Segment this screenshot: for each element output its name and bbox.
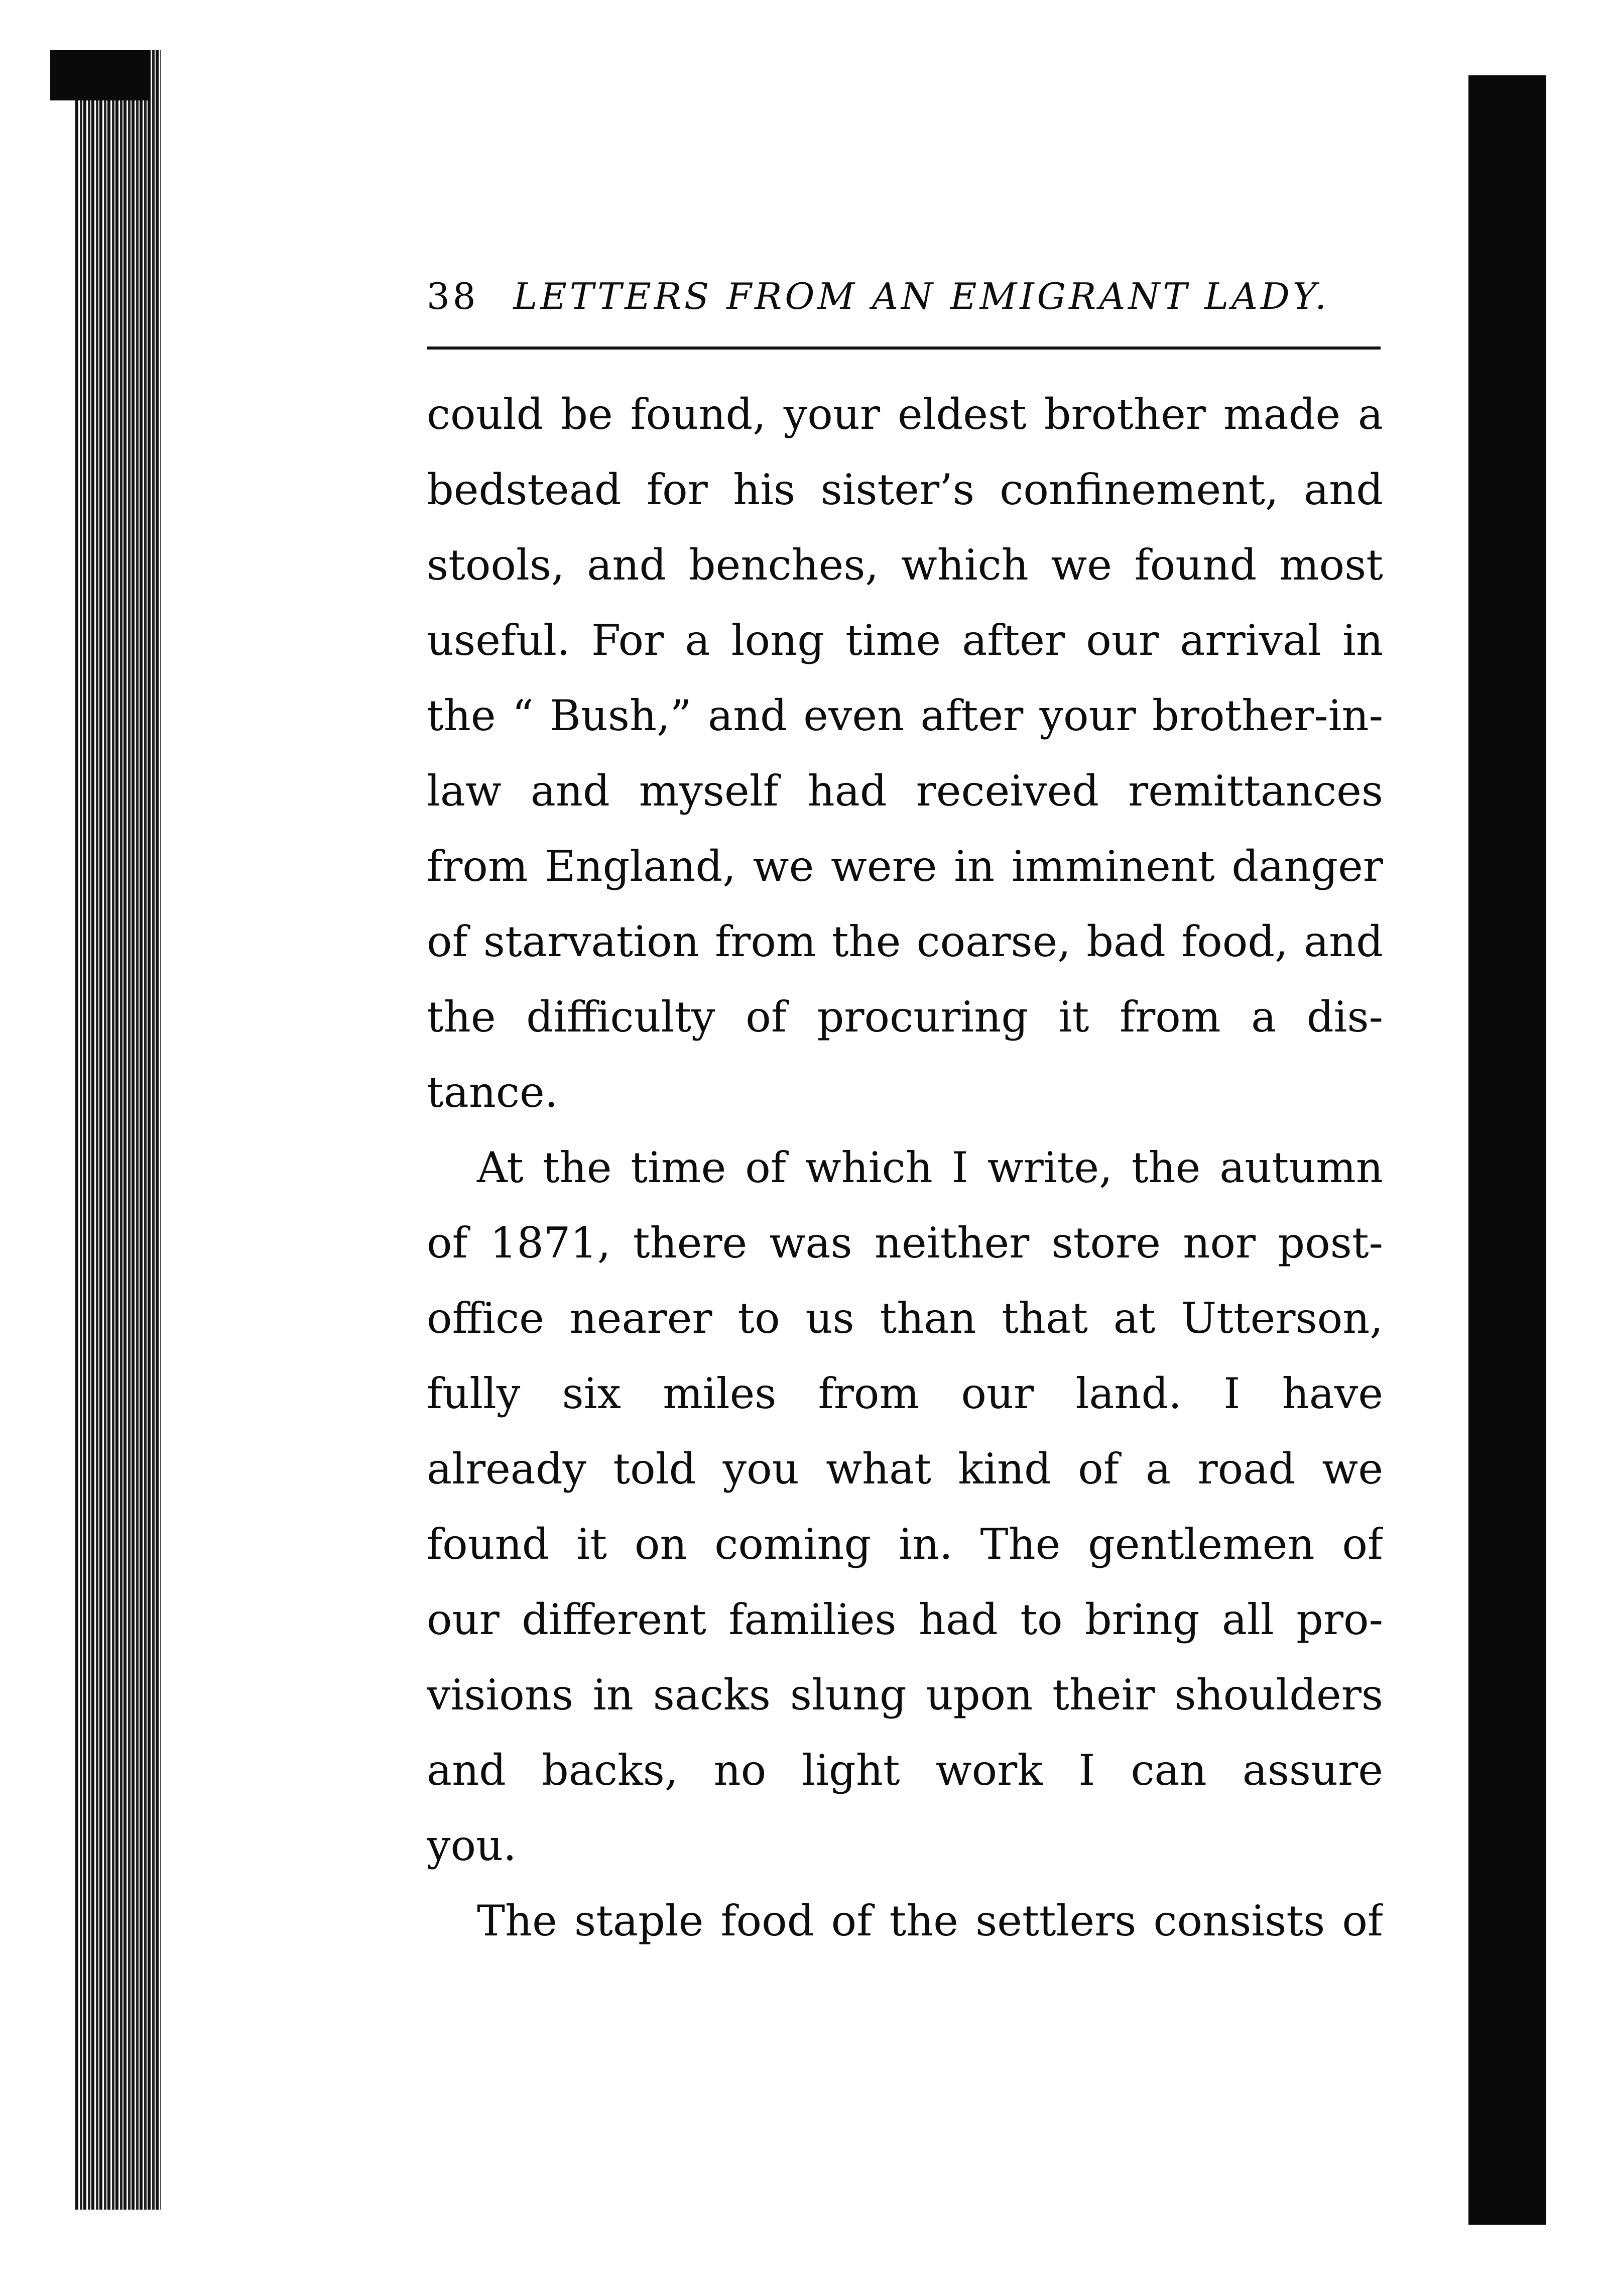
text-line: the “ Bush,” and even after your brother-in-	[427, 691, 1383, 740]
scan-binding-texture-left	[75, 50, 161, 2210]
text-line: of 1871, there was neither store nor post-	[427, 1218, 1383, 1268]
text-line: fully six miles from our land. I have	[427, 1369, 1383, 1418]
body-text	[427, 377, 1383, 1959]
text-line: stools, and benches, which we found most	[427, 540, 1383, 590]
page-header	[427, 275, 1381, 330]
text-line: useful. For a long time after our arrival in	[427, 616, 1383, 665]
text-line: law and myself had received remittances	[427, 766, 1383, 816]
paragraph-start-line: The staple food of the settlers consists of	[477, 1896, 1383, 1945]
text-line: visions in sacks slung upon their shoulders	[427, 1670, 1383, 1719]
text-line: our different families had to bring all pro-	[427, 1595, 1383, 1644]
text-line: could be found, your eldest brother made a	[427, 390, 1383, 439]
scan-corner-mark	[50, 50, 151, 100]
paragraph-start-line: At the time of which I write, the autumn	[477, 1143, 1383, 1192]
running-title: LETTERS FROM AN EMIGRANT LADY.	[513, 275, 1329, 317]
text-line: already told you what kind of a road we	[427, 1444, 1383, 1494]
text-line: found it on coming in. The gentlemen of	[427, 1520, 1383, 1569]
scan-binding-edge-right	[1468, 75, 1546, 2225]
text-line: tance.	[427, 1068, 558, 1117]
text-line: from England, we were in imminent danger	[427, 842, 1383, 891]
text-line: bedstead for his sister’s confinement, and	[427, 465, 1383, 514]
text-line: the difficulty of procuring it from a dis-	[427, 992, 1383, 1042]
header-rule	[427, 347, 1381, 350]
text-line: you.	[427, 1821, 517, 1870]
text-line: office nearer to us than that at Utterson,	[427, 1294, 1383, 1343]
page-number: 38	[427, 275, 479, 317]
text-line: of starvation from the coarse, bad food, and	[427, 917, 1383, 966]
text-line: and backs, no light work I can assure	[427, 1746, 1383, 1795]
